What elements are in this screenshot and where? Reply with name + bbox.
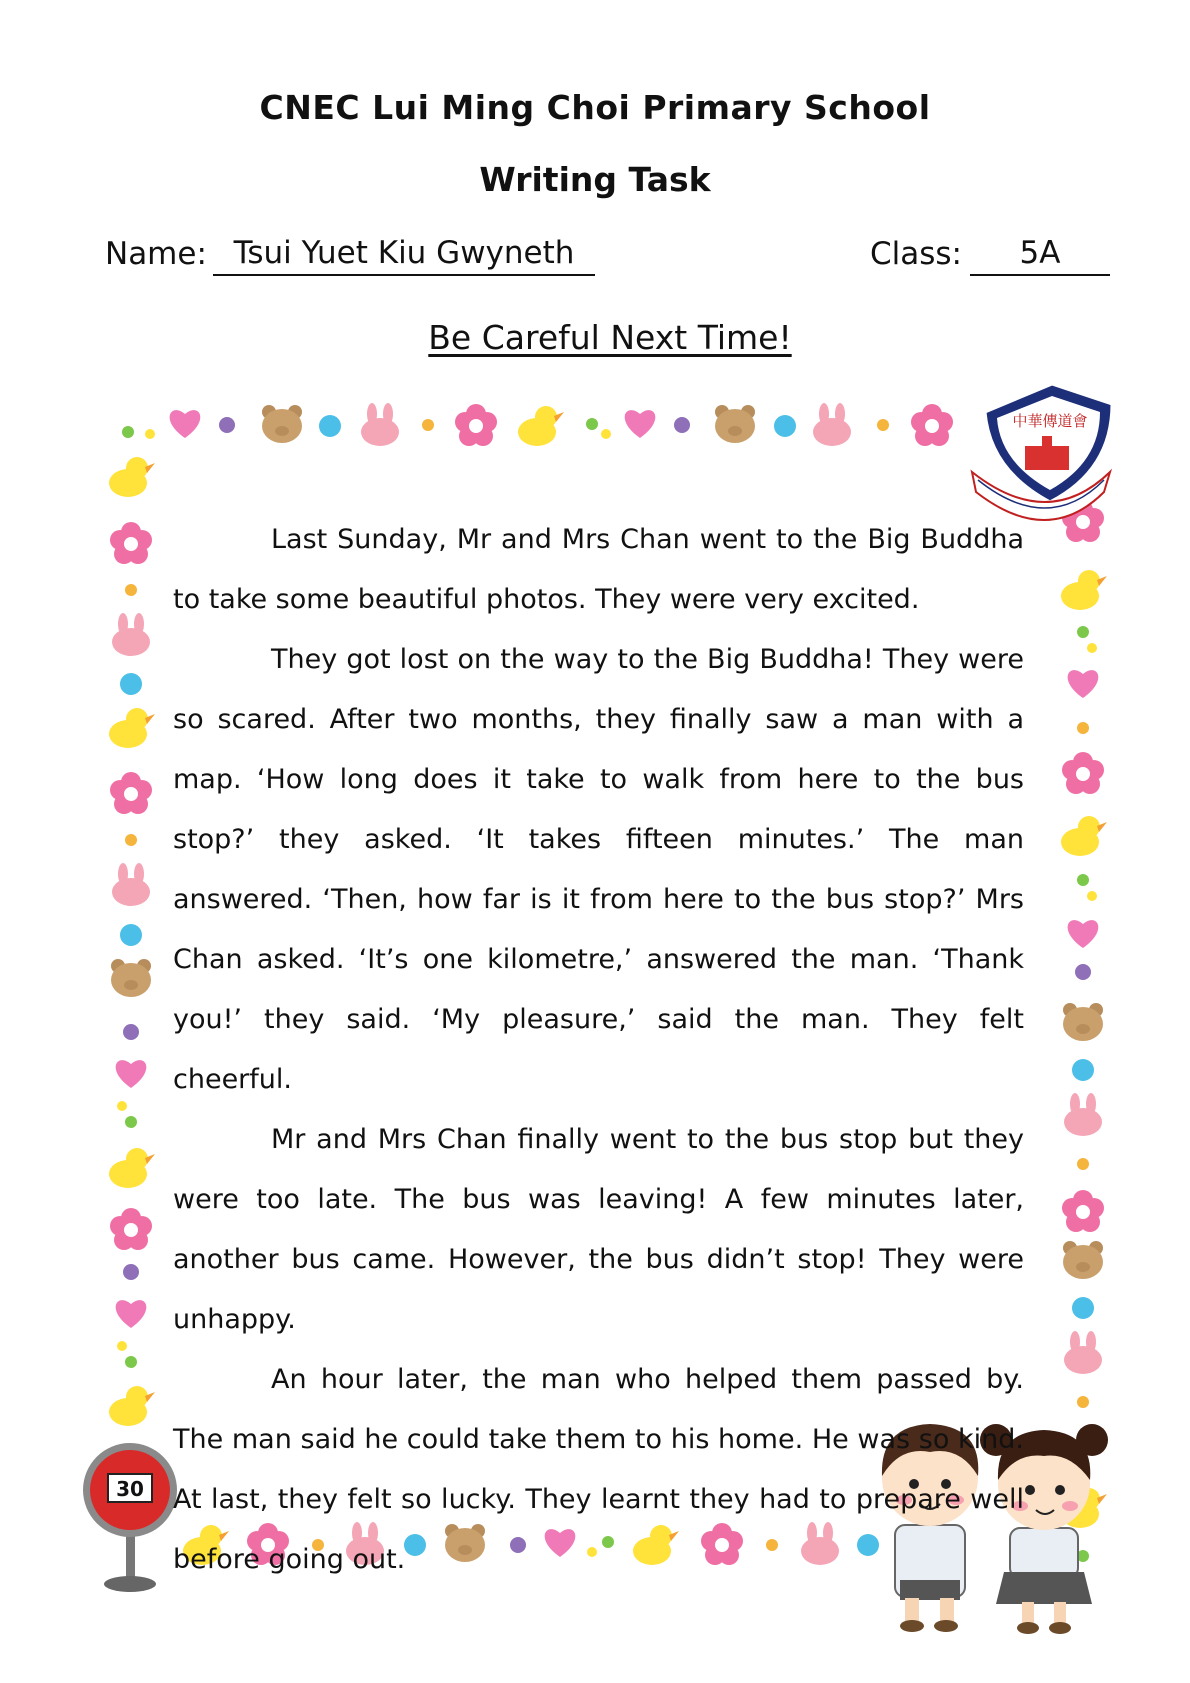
class-label: Class: bbox=[870, 236, 963, 272]
border-top-row bbox=[122, 403, 953, 446]
paragraph: Mr and Mrs Chan finally went to the bus stop but they were too late. The bus was leaving! A few minutes later, another bus came. However, the bus didn’t stop! They were unhappy. bbox=[173, 1124, 1024, 1335]
paragraph: Last Sunday, Mr and Mrs Chan went to the Big Buddha to take some beautiful photos. They were very excited. bbox=[173, 524, 1024, 615]
name-label: Name: bbox=[105, 236, 207, 272]
essay-body bbox=[173, 510, 1024, 1590]
svg-text:30: 30 bbox=[116, 1477, 144, 1501]
task-title: Writing Task bbox=[479, 160, 711, 199]
paragraph: An hour later, the man who helped them passed by. The man said he could take them to his home. He was so kind. At last, they felt so lucky. They learnt they had to prepare well before going out. bbox=[173, 1364, 1024, 1575]
name-value: Tsui Yuet Kiu Gwyneth bbox=[213, 232, 595, 276]
school-crest-logo bbox=[972, 384, 1112, 520]
border-left-column bbox=[109, 457, 155, 1426]
border-right-column bbox=[1061, 500, 1107, 1562]
school-name: CNEC Lui Ming Choi Primary School bbox=[259, 88, 931, 127]
bus-stop-sign-icon bbox=[83, 1443, 177, 1592]
class-value: 5A bbox=[970, 232, 1110, 276]
essay-title: Be Careful Next Time! bbox=[428, 318, 792, 357]
paragraph: They got lost on the way to the Big Buddha! They were so scared. After two months, they finally saw a man with a map. ‘How long does it take to walk from here to the bus stop?’ they asked. ‘It takes fifteen minutes.’ The man answered. ‘Then, how far is it from here to the bus stop?’ Mrs Chan asked. ‘It’s one kilometre,’ answered the man. ‘Thank you!’ they said. ‘My pleasure,’ said the man. They felt cheerful. bbox=[173, 644, 1024, 1095]
svg-text:中華傳道會: 中華傳道會 bbox=[1012, 412, 1088, 430]
